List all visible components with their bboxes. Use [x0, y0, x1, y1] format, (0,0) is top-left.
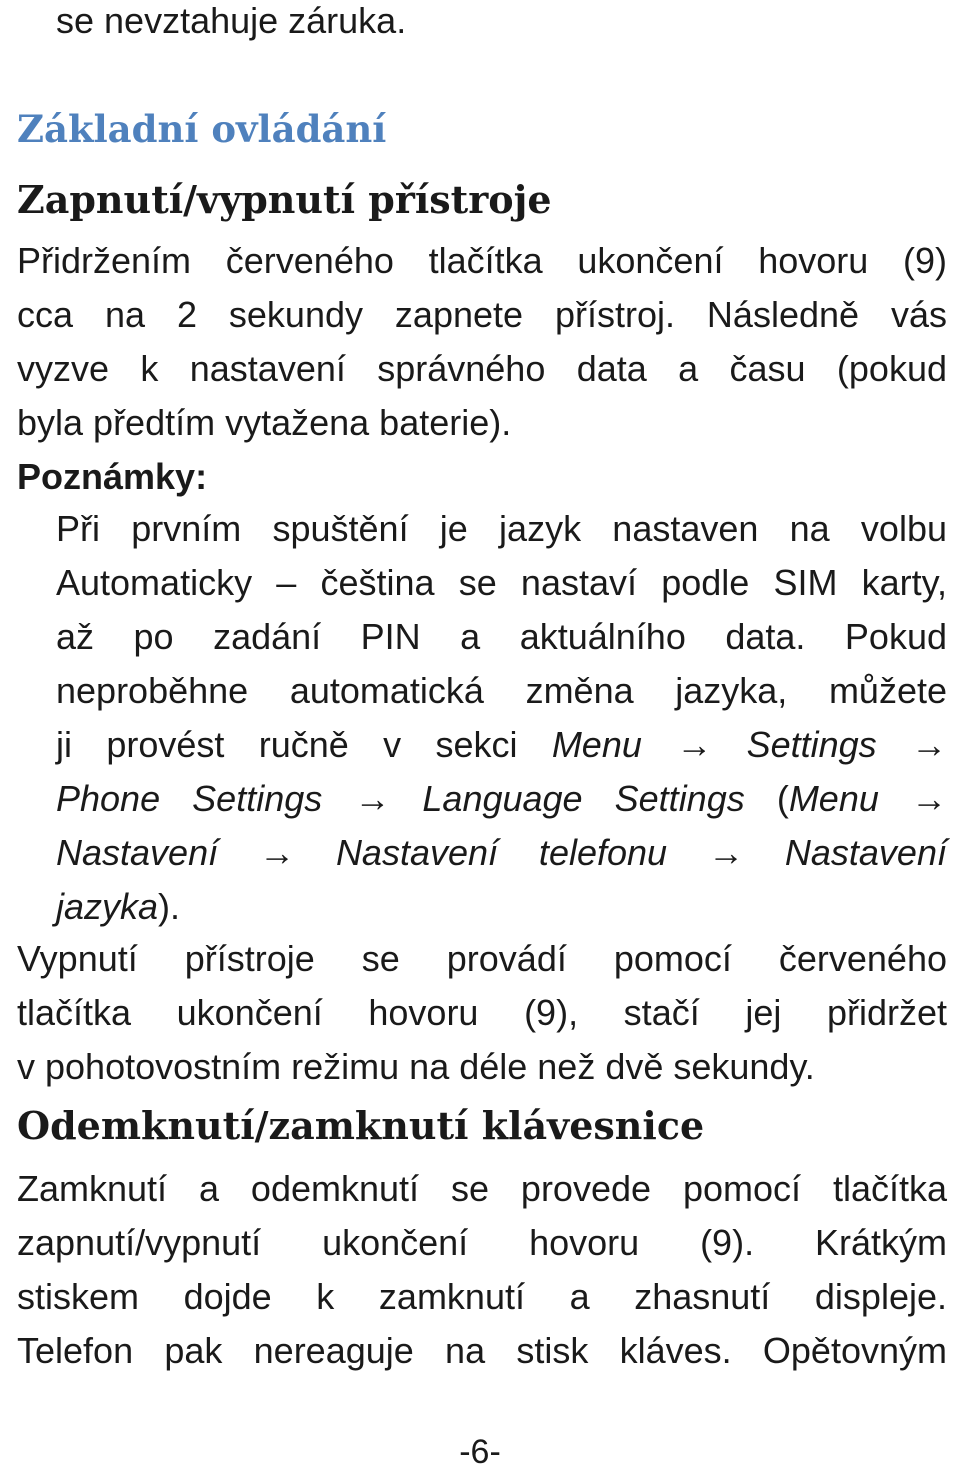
keypad-paragraph-line: Telefon pak nereaguje na stisk kláves. Opětovným: [17, 1330, 947, 1371]
menu-term: Menu: [551, 724, 642, 765]
note-line-menu-path: [56, 772, 947, 826]
arrow-icon: →: [676, 724, 713, 765]
section-title: Základní ovládání: [17, 107, 387, 151]
notes-label: Poznámky:: [17, 456, 208, 497]
page-number: -6-: [459, 1433, 501, 1471]
keypad-heading: Odemknutí/zamknutí klávesnice: [17, 1103, 705, 1148]
intro-tail-text: se nevztahuje záruka.: [56, 0, 407, 41]
note-line-end: [56, 880, 947, 934]
nastaveni-jazyka-term: Nastavení: [784, 832, 947, 873]
arrow-icon: →: [910, 724, 947, 765]
arrow-icon: →: [259, 832, 296, 873]
keypad-paragraph-line: Zamknutí a odemknutí se provede pomocí tlačítka: [17, 1168, 947, 1209]
keypad-paragraph-line: zapnutí/vypnutí ukončení hovoru (9). Krátkým: [17, 1222, 947, 1263]
nastaveni-telefonu-term: Nastavení telefonu: [335, 832, 668, 873]
power-paragraph-line: byla předtím vytažena baterie).: [17, 402, 512, 443]
power-heading: Zapnutí/vypnutí přístroje: [17, 177, 552, 222]
note-line: neproběhne automatická změna jazyka, můžete: [56, 670, 947, 711]
arrow-icon: →: [910, 778, 947, 819]
note-line: až po zadání PIN a aktuálního data. Pokud: [56, 616, 947, 657]
power-paragraph-line: vyzve k nastavení správného data a času (pokud: [17, 348, 947, 389]
note-line-menu-path: [56, 718, 947, 772]
power-paragraph-line: cca na 2 sekundy zapnete přístroj. Následně vás: [17, 294, 947, 335]
power-off-line: Vypnutí přístroje se provádí pomocí červeného: [17, 938, 947, 979]
jazyka-term: jazyka: [56, 886, 159, 927]
note-line: Při prvním spuštění je jazyk nastaven na volbu: [56, 508, 947, 549]
settings-term: Settings: [746, 724, 877, 765]
note-text: ji provést ručně v sekci: [56, 724, 518, 765]
open-paren: (: [776, 778, 789, 819]
keypad-paragraph-line: stiskem dojde k zamknutí a zhasnutí displeje.: [17, 1276, 947, 1317]
close-paren: ).: [158, 886, 181, 927]
language-settings-term: Language Settings: [422, 778, 745, 819]
power-off-line: v pohotovostním režimu na déle než dvě sekundy.: [17, 1046, 815, 1087]
menu-cz-term: Menu: [788, 778, 879, 819]
note-line: Automaticky – čeština se nastaví podle SIM karty,: [56, 562, 947, 603]
phone-settings-term: Phone Settings: [56, 778, 323, 819]
nastaveni-term: Nastavení: [56, 832, 219, 873]
arrow-icon: →: [707, 832, 744, 873]
note-line-menu-path: [56, 826, 947, 880]
power-paragraph-line: Přidržením červeného tlačítka ukončení hovoru (9): [17, 240, 947, 281]
arrow-icon: →: [354, 778, 391, 819]
power-off-line: tlačítka ukončení hovoru (9), stačí jej přidržet: [17, 992, 947, 1033]
